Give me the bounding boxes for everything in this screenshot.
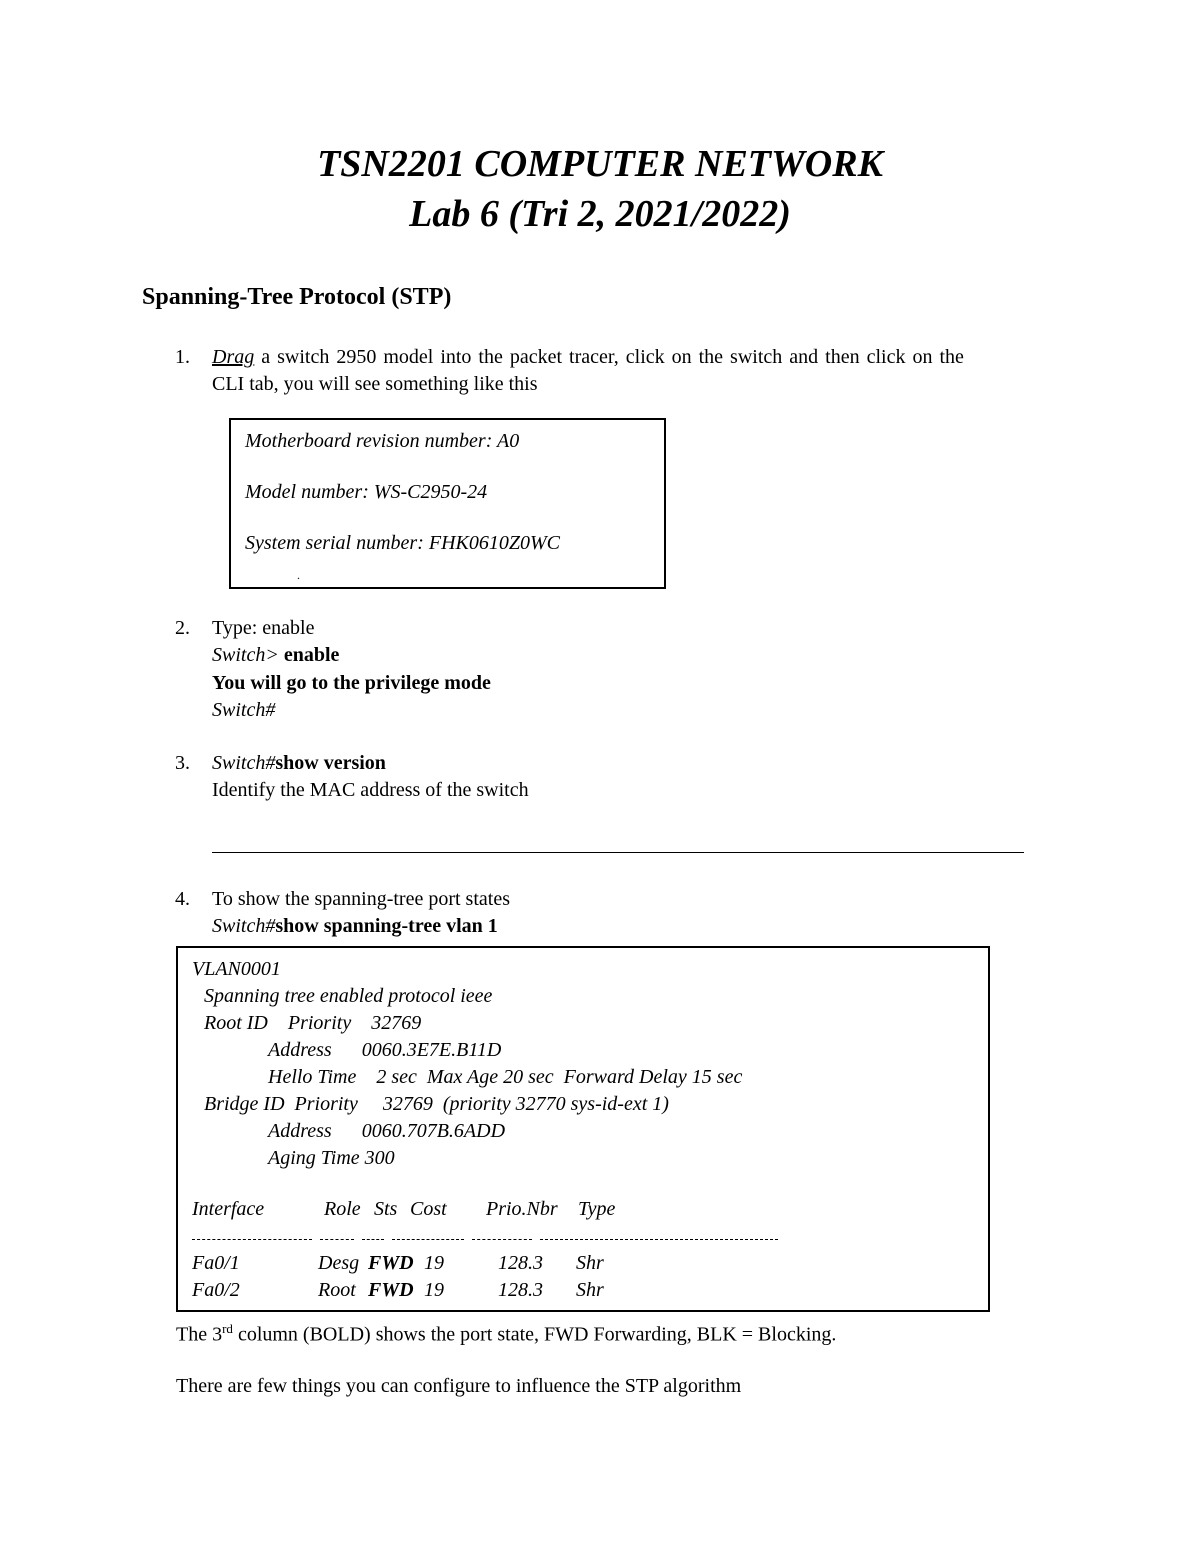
row-1-role: Desg — [318, 1252, 360, 1274]
row-2-type: Shr — [576, 1279, 604, 1301]
step-2-number: 2. — [175, 617, 190, 639]
row-2-prio: 128.3 — [498, 1279, 543, 1301]
step-4-line-1: To show the spanning-tree port states — [212, 888, 510, 910]
step-2-line-1: Type: enable — [212, 617, 315, 639]
step-3-instruction: Identify the MAC address of the switch — [212, 779, 529, 801]
header-cost: Cost — [410, 1198, 447, 1220]
step-3-number: 3. — [175, 752, 190, 774]
separator-sts — [362, 1239, 384, 1240]
row-1-type: Shr — [576, 1252, 604, 1274]
step-3-command-line — [212, 752, 386, 775]
row-1-interface: Fa0/1 — [192, 1252, 240, 1274]
section-heading: Spanning-Tree Protocol (STP) — [142, 284, 452, 310]
step-4-command-line — [212, 915, 498, 938]
stp-enabled-line: Spanning tree enabled protocol ieee — [204, 985, 493, 1007]
step-1-line-2: CLI tab, you will see something like this — [212, 373, 538, 395]
show-version-command: show version — [275, 752, 386, 774]
header-interface: Interface — [192, 1198, 265, 1220]
document-subtitle: Lab 6 (Tri 2, 2021/2022) — [409, 193, 791, 235]
note-prefix: The 3 — [176, 1323, 223, 1346]
step-1-text: a switch 2950 model into the packet tracer, click on the switch and then click on the — [254, 346, 964, 368]
separator-role — [320, 1239, 354, 1240]
show-spanning-tree-command: show spanning-tree vlan 1 — [275, 915, 498, 937]
separator-interface — [192, 1239, 312, 1240]
switch-info-box — [229, 418, 666, 589]
step-1-line-1 — [212, 346, 964, 369]
row-1-state: FWD — [368, 1252, 414, 1274]
drag-word: Drag — [212, 346, 255, 368]
box-mark: . — [297, 568, 300, 582]
row-2-interface: Fa0/2 — [192, 1279, 240, 1301]
model-number: Model number: WS-C2950-24 — [245, 481, 488, 503]
step-4-number: 4. — [175, 888, 190, 910]
bridge-id-line: Bridge ID Priority 32769 (priority 32770 sys-id-ext 1) — [204, 1093, 669, 1115]
serial-number: System serial number: FHK0610Z0WC — [245, 532, 560, 554]
header-prio-nbr: Prio.Nbr — [486, 1198, 558, 1220]
stp-config-intro: There are few things you can configure to influence the STP algorithm — [176, 1375, 742, 1397]
spanning-tree-output-box — [176, 946, 990, 1312]
document-title: TSN2201 COMPUTER NETWORK — [317, 143, 883, 185]
hello-time-line: Hello Time 2 sec Max Age 20 sec Forward Delay 15 sec — [268, 1066, 743, 1088]
root-address-line: Address 0060.3E7E.B11D — [268, 1039, 502, 1061]
row-2-state: FWD — [368, 1279, 414, 1301]
switch-prompt: Switch# — [212, 752, 276, 774]
switch-prompt: Switch> — [212, 644, 279, 666]
note-text: column (BOLD) shows the port state, FWD Forwarding, BLK = Blocking. — [232, 1323, 837, 1346]
privilege-mode-note: You will go to the privilege mode — [212, 672, 491, 694]
step-2-command-line — [212, 644, 339, 667]
enable-command: enable — [278, 644, 340, 666]
header-type: Type — [578, 1198, 616, 1220]
bridge-address-line: Address 0060.707B.6ADD — [268, 1120, 506, 1142]
separator-cost — [392, 1239, 464, 1240]
row-1-prio: 128.3 — [498, 1252, 543, 1274]
privileged-prompt: Switch# — [212, 699, 276, 721]
row-2-role: Root — [318, 1279, 356, 1301]
aging-time-line: Aging Time 300 — [268, 1147, 395, 1169]
switch-prompt: Switch# — [212, 915, 276, 937]
motherboard-revision: Motherboard revision number: A0 — [245, 430, 520, 452]
note-superscript: rd — [222, 1321, 233, 1336]
header-sts: Sts — [374, 1198, 398, 1220]
separator-type — [540, 1239, 778, 1240]
row-1-cost: 19 — [424, 1252, 444, 1274]
answer-line — [212, 852, 1024, 853]
root-id-line: Root ID Priority 32769 — [204, 1012, 422, 1034]
separator-prio — [472, 1239, 532, 1240]
port-state-note — [176, 1321, 836, 1347]
vlan-id: VLAN0001 — [192, 958, 281, 980]
header-role: Role — [324, 1198, 361, 1220]
step-1-number: 1. — [175, 346, 190, 368]
row-2-cost: 19 — [424, 1279, 444, 1301]
